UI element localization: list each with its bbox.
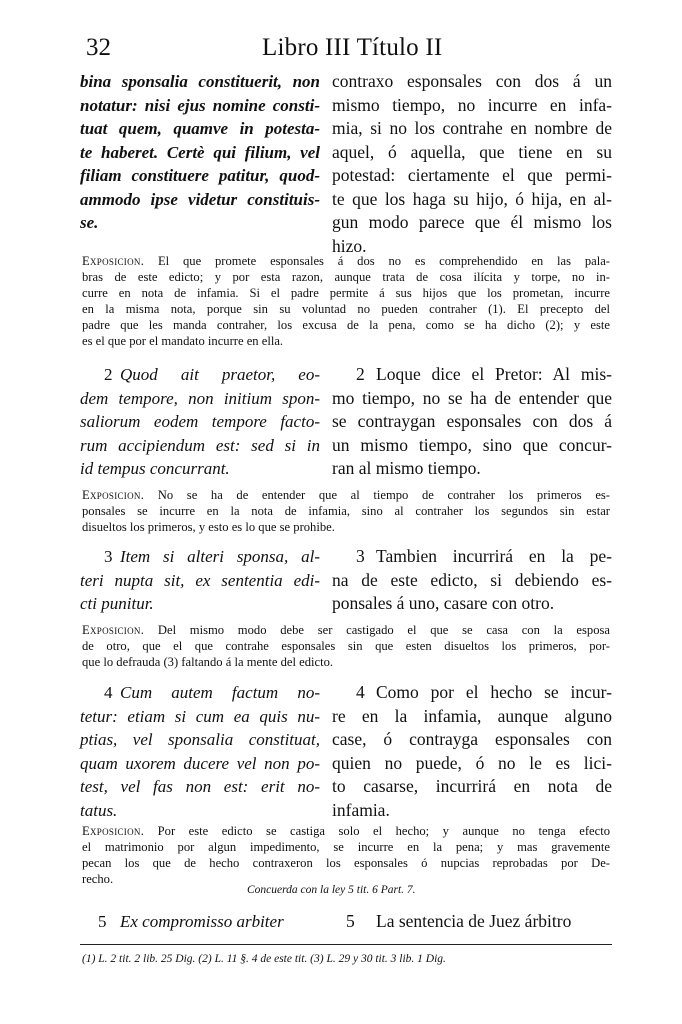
exposicion-text: el matrimonio por algun impedimento, se incurre en la pena; y mas gravemente <box>82 840 610 854</box>
spanish-line: mo tiempo, no se ha de entender que <box>332 387 612 408</box>
section-number: 2 <box>356 364 365 384</box>
exposicion-1 <box>82 253 610 349</box>
section-number: 5 <box>98 912 107 931</box>
latin-line: Ex compromisso arbiter <box>120 912 284 931</box>
section-number: 3 <box>104 547 113 566</box>
latin-column <box>80 363 320 481</box>
latin-line: quam uxorem ducere vel non po- <box>80 753 320 773</box>
latin-line: tuat quem, quamve in potesta- <box>80 119 320 138</box>
section-number: 4 <box>356 682 365 702</box>
exposicion-text: de otro, que el que contrahe esponsales sin que esten disueltos los primeros, por- <box>82 639 610 653</box>
spanish-line: gun modo parece que él mismo los <box>332 212 612 232</box>
latin-line: Quod ait praetor, eo- <box>120 365 320 384</box>
exposicion-text: es el que por el mandato incurre en ella. <box>82 334 284 348</box>
latin-line: notatur: nisi ejus nomine consti- <box>80 95 320 115</box>
exposicion-text: padre que les manda contraher, los excusa de la pena, como se ha dicho (2); y este <box>82 318 610 332</box>
exposicion-text: No se ha de entender que al tiempo de contraher los primeros es- <box>157 488 610 502</box>
spanish-line: case, ó contrayga esponsales con <box>332 729 612 749</box>
spanish-line: re en la infamia, aunque alguno <box>332 705 612 726</box>
spanish-line: contraxo esponsales con dos á un <box>332 71 612 91</box>
latin-line: ammodo ipse videtur constituis- <box>80 189 320 209</box>
spanish-column <box>332 681 612 822</box>
spanish-line: hizo. <box>332 235 367 256</box>
spanish-column <box>332 545 612 616</box>
spanish-line: Tambien incurrirá en la pe- <box>376 546 612 566</box>
exposicion-text: recho. <box>82 872 114 886</box>
latin-column <box>80 545 320 616</box>
latin-line: saliorum eodem tempore facto- <box>80 412 320 431</box>
exposicion-text: ponsales se incurre en la nota de infamia, sino al contraher los segundos sin estar <box>82 504 610 518</box>
spanish-line: ponsales á uno, casare con otro. <box>332 593 555 613</box>
spanish-line: mia, si no los contrahe en nombre de <box>332 118 612 138</box>
latin-line: bina sponsalia constituerit, non <box>80 72 320 91</box>
exposicion-3 <box>82 622 610 670</box>
latin-line: dem tempore, non initium spon- <box>80 388 320 408</box>
exposicion-text: bras de este edicto; y por esta razon, aunque trata de cosa ilícita y torpe, no in- <box>82 270 610 284</box>
spanish-line: to casarse, incurrirá en nota de <box>332 776 612 796</box>
latin-line: teri nupta sit, ex sententia edi- <box>80 570 320 590</box>
latin-line: rum accipiendum est: sed si in <box>80 435 320 455</box>
section-number: 3 <box>356 546 365 566</box>
spanish-line: Como por el hecho se incur- <box>376 682 612 702</box>
exposicion-label: Exposicion. <box>82 488 145 502</box>
latin-line: se. <box>80 213 99 232</box>
spanish-line: se contraygan esponsales con dos á <box>332 411 612 431</box>
spanish-column <box>332 910 612 934</box>
latin-column <box>80 910 320 934</box>
spanish-line: La sentencia de Juez árbitro <box>376 911 572 931</box>
spanish-line: quien no puede, ó no le es lici- <box>332 752 612 773</box>
spanish-line: te que los haga su hijo, ó hija, en al- <box>332 188 612 209</box>
exposicion-text: Por este edicto se castiga solo el hecho; y aunque no tenga efecto <box>157 824 610 838</box>
latin-line: ptias, vel sponsalia constituat, <box>80 730 320 749</box>
page-number: 32 <box>86 34 111 61</box>
footnote-divider <box>80 944 612 945</box>
latin-line: Item si alteri sponsa, al- <box>120 547 320 566</box>
exposicion-text: en la misma nota, porque sin su voluntad no pueden contraher (1). El precepto del <box>82 302 610 316</box>
exposicion-text: que lo defrauda (3) faltando á la mente del edicto. <box>82 655 334 669</box>
exposicion-2 <box>82 487 610 535</box>
footnotes: (1) L. 2 tit. 2 lib. 25 Dig. (2) L. 11 §. 4 de este tit. (3) L. 29 y 30 tit. 3 lib. 1 Dig. <box>82 953 446 965</box>
latin-line: filiam constituere patitur, quod- <box>80 166 320 185</box>
exposicion-text: pecan los que de hecho contraxeron los esponsales ó nupcias reprobadas por De- <box>82 856 610 870</box>
running-head: Libro III Título II <box>262 34 443 61</box>
section-number: 2 <box>104 365 113 384</box>
spanish-line: ran al mismo tiempo. <box>332 458 481 478</box>
exposicion-label: Exposicion. <box>82 254 145 268</box>
spanish-line: potestad: ciertamente el que permi- <box>332 165 612 185</box>
section-number: 5 <box>346 911 355 931</box>
spanish-line: infamia. <box>332 799 390 820</box>
spanish-line: un mismo tiempo, sino que concur- <box>332 434 612 455</box>
spanish-line: aquel, ó aquella, que tiene en su <box>332 141 612 162</box>
spanish-line: Loque dice el Pretor: Al mis- <box>376 364 612 384</box>
latin-column <box>80 681 320 822</box>
latin-line: te haberet. Certè qui filium, vel <box>80 142 320 162</box>
spanish-line: na de este edicto, si debiendo es- <box>332 569 612 590</box>
latin-line: tetur: etiam si cum ea quis nu- <box>80 706 320 726</box>
latin-line: Cum autem factum no- <box>120 683 320 702</box>
exposicion-text: disueltos los primeros, y esto es lo que se prohibe. <box>82 520 335 534</box>
exposicion-label: Exposicion. <box>82 824 145 838</box>
exposicion-4 <box>82 823 610 887</box>
latin-line: cti punitur. <box>80 594 154 613</box>
exposicion-label: Exposicion. <box>82 623 145 637</box>
latin-line: id tempus concurrant. <box>80 459 230 478</box>
spanish-column <box>332 363 612 481</box>
latin-line: test, vel fas non est: erit no- <box>80 777 320 796</box>
exposicion-text: Del mismo modo debe ser castigado el que se casa con la esposa <box>157 623 610 637</box>
concordance-note: Concuerda con la ley 5 tit. 6 Part. 7. <box>247 884 416 896</box>
latin-line: tatus. <box>80 800 118 820</box>
latin-column <box>80 70 320 235</box>
section-number: 4 <box>104 683 113 702</box>
exposicion-text: curre en nota de infamia. Si el padre permite á sus hijos que los prometan, incurre <box>82 286 610 300</box>
spanish-line: mismo tiempo, no incurre en infa- <box>332 94 612 115</box>
spanish-column <box>332 70 612 258</box>
exposicion-text: El que promete esponsales á dos no es comprehendido en las pala- <box>157 254 610 268</box>
